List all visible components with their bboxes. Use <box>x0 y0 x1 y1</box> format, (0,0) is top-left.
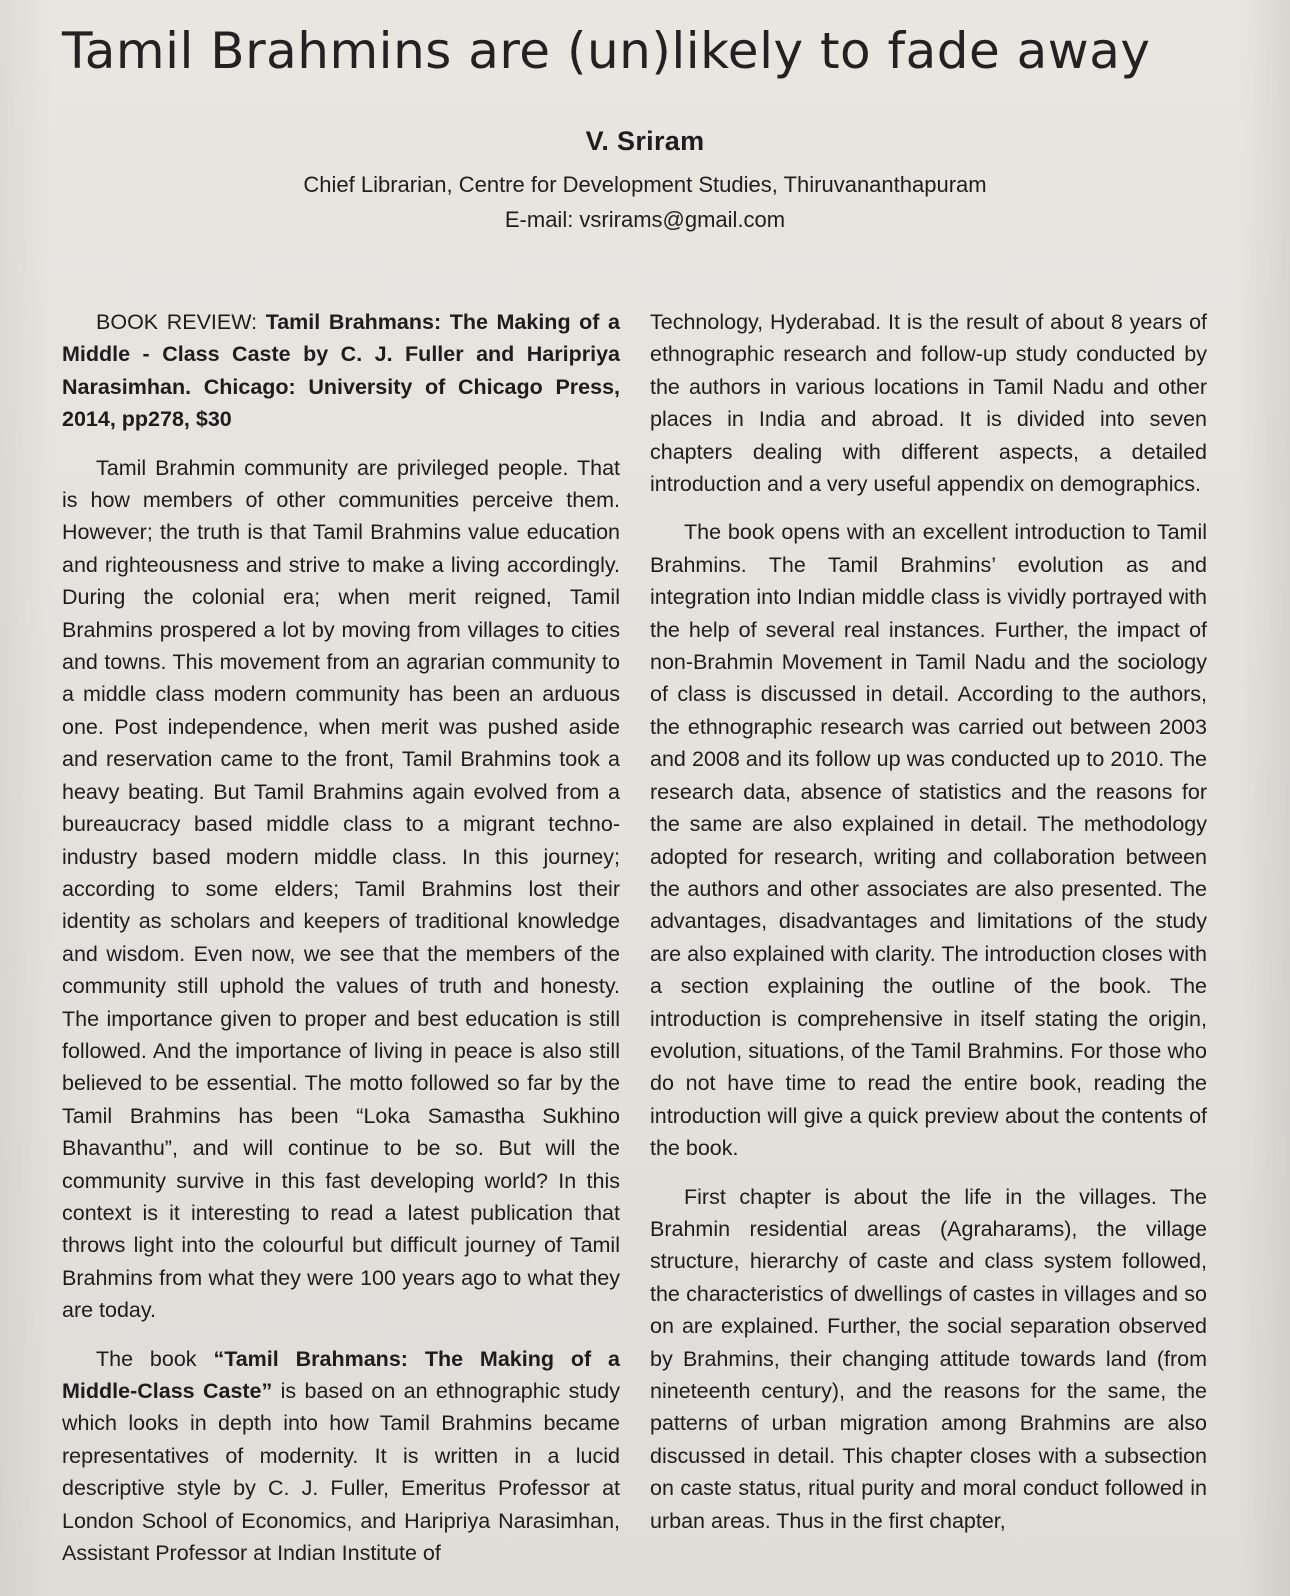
paragraph-text: The book <box>96 1346 214 1371</box>
paragraph: Technology, Hyderabad. It is the result of about 8 years of ethnographic research and follow-up study conducted by the authors in various locations in Tamil Nadu and other places in India and abroad. It is divided into seven chapters dealing with different aspects, a detailed introduction and a very useful appendix on demographics. <box>650 310 1207 497</box>
book-title: “Tamil Brahmans: The Making of a Middle-Class Caste” <box>62 1346 620 1403</box>
right-column <box>650 306 1207 1537</box>
author-name: V. Sriram <box>585 126 705 156</box>
paragraph: First chapter is about the life in the villages. The Brahmin residential areas (Agraharams), the village structure, hierarchy of caste and class system followed, the characteristics of dwellings of castes in villages and so on are explained. Further, the social separation observed by Brahmins, their changing attitude towards land (from nineteenth century), and the reasons for the same, the patterns of urban migration among Brahmins are also discussed in detail. This chapter closes with a subsection on caste status, ritual purity and moral conduct followed in urban areas. Thus in the first chapter, <box>650 1184 1207 1533</box>
paragraph: The book opens with an excellent introduction to Tamil Brahmins. The Tamil Brahmins’ evolution as and integration into Indian middle class is vividly portrayed with the help of several real instances. Further, the impact of non-Brahmin Movement in Tamil Nadu and the sociology of class is discussed in detail. According to the authors, the ethnographic research was carried out between 2003 and 2008 and its follow up was conducted up to 2010. The research data, absence of statistics and the reasons for the same are also explained in detail. The methodology adopted for research, writing and collaboration between the authors and other associates are also presented. The advantages, disadvantages and limitations of the study are also explained with clarity. The introduction closes with a section explaining the outline of the book. The introduction is comprehensive in itself stating the origin, evolution, situations, of the Tamil Brahmins. For those who do not have time to read the entire book, reading the introduction will give a quick preview about the contents of the book. <box>650 520 1207 1161</box>
review-label: BOOK REVIEW: <box>96 310 266 334</box>
paragraph <box>62 1343 620 1570</box>
author-email: E-mail: vsrirams@gmail.com <box>504 207 786 232</box>
left-column <box>62 306 620 1569</box>
article-title: Tamil Brahmins are (un)likely to fade away <box>62 22 1151 80</box>
paragraph: Tamil Brahmin community are privileged people. That is how members of other communities perceive them. However; the truth is that Tamil Brahmins value education and righteousness and strive to make a living accordingly. During the colonial era; when merit reigned, Tamil Brahmins prospered a lot by moving from villages to cities and towns. This movement from an agrarian community to a middle class modern community has been an arduous one. Post independence, when merit was pushed aside and reservation came to the front, Tamil Brahmins took a heavy beating. But Tamil Brahmins again evolved from a bureaucracy based middle class to a migrant techno-industry based modern middle class. In this journey; according to some elders; Tamil Brahmins lost their identity as scholars and keepers of traditional knowledge and wisdom. Even now, we see that the members of the community still uphold the values of truth and honesty. The importance given to proper and best education is still followed. And the importance of living in peace is also still believed to be essential. The motto followed so far by the Tamil Brahmins has been “Loka Samastha Sukhino Bhavanthu”, and will continue to be so. But will the community survive in this fast developing world? In this context is it interesting to read a latest publication that throws light into the colourful but difficult journey of Tamil Brahmins from what they were 100 years ago to what they are today. <box>62 455 620 1323</box>
review-header <box>62 306 620 436</box>
review-citation: Tamil Brahmans: The Making of a Middle - Class Caste by C. J. Fuller and Haripriya Narasimhan. Chicago: University of Chicago Press, 2014, pp278, $30 <box>62 310 620 432</box>
author-affiliation: Chief Librarian, Centre for Development Studies, Thiruvananthapuram <box>303 172 987 197</box>
paragraph-text: is based on an ethnographic study which looks in depth into how Tamil Brahmins became representatives of modernity. It is written in a lucid descriptive style by C. J. Fuller, Emeritus Professor at London School of Economics, and Haripriya Narasimhan, Assistant Professor at Indian Institute of <box>62 1379 620 1566</box>
